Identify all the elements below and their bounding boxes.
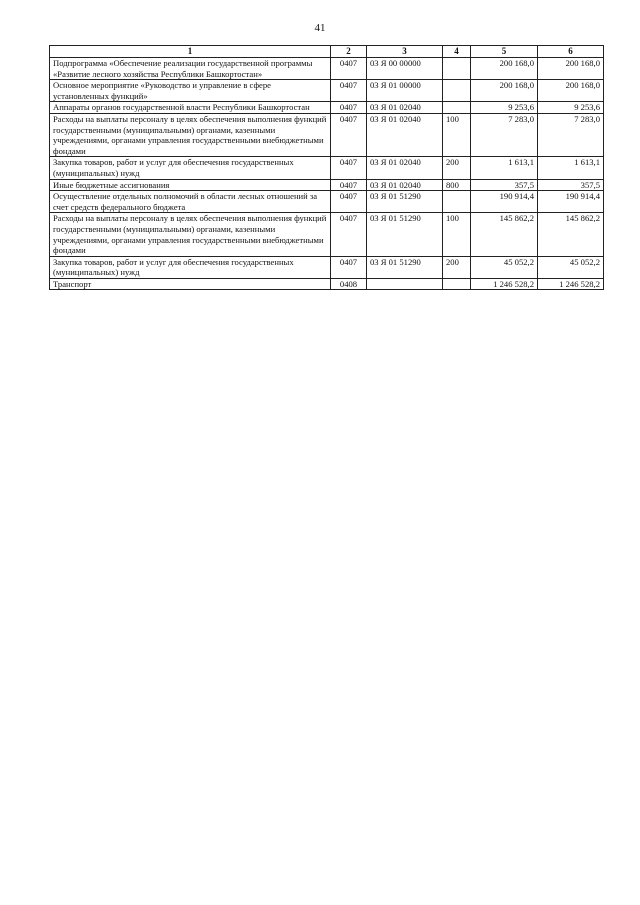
row-amount-2: 1 613,1: [538, 157, 604, 179]
row-amount-2: 200 168,0: [538, 80, 604, 102]
row-target-code: 03 Я 01 02040: [367, 102, 443, 114]
header-col-5: 5: [471, 46, 538, 58]
row-target-code: [367, 278, 443, 290]
row-section-code: 0408: [331, 278, 367, 290]
row-target-code: 03 Я 00 00000: [367, 58, 443, 80]
row-amount-2: 357,5: [538, 179, 604, 191]
table-row: [50, 179, 604, 191]
row-section-code: 0407: [331, 213, 367, 256]
row-section-code: 0407: [331, 179, 367, 191]
row-target-code: 03 Я 01 51290: [367, 213, 443, 256]
row-target-code: 03 Я 01 02040: [367, 113, 443, 156]
row-amount-2: 1 246 528,2: [538, 278, 604, 290]
row-target-code: 03 Я 01 51290: [367, 256, 443, 278]
row-expense-type: [443, 80, 471, 102]
row-expense-type: [443, 102, 471, 114]
row-section-code: 0407: [331, 157, 367, 179]
table-row: [50, 256, 604, 278]
row-amount-2: 45 052,2: [538, 256, 604, 278]
row-expense-type: [443, 58, 471, 80]
row-name: Транспорт: [50, 278, 331, 290]
table-row: [50, 278, 604, 290]
row-expense-type: 200: [443, 157, 471, 179]
table-row: [50, 191, 604, 213]
row-section-code: 0407: [331, 256, 367, 278]
header-col-6: 6: [538, 46, 604, 58]
row-amount-1: 357,5: [471, 179, 538, 191]
table-row: [50, 58, 604, 80]
row-name: Закупка товаров, работ и услуг для обеспечения государственных (муниципальных) нужд: [50, 256, 331, 278]
row-name: Закупка товаров, работ и услуг для обеспечения государственных (муниципальных) нужд: [50, 157, 331, 179]
row-amount-1: 1 613,1: [471, 157, 538, 179]
row-name: Иные бюджетные ассигнования: [50, 179, 331, 191]
table-row: [50, 157, 604, 179]
row-section-code: 0407: [331, 102, 367, 114]
row-target-code: 03 Я 01 02040: [367, 157, 443, 179]
row-name: Расходы на выплаты персоналу в целях обеспечения выполнения функций государственными (муниципальными) органами, казенными учреждениями, органами управления государственными внебюджетными фондами: [50, 113, 331, 156]
row-section-code: 0407: [331, 113, 367, 156]
row-expense-type: 800: [443, 179, 471, 191]
row-expense-type: [443, 191, 471, 213]
row-amount-2: 145 862,2: [538, 213, 604, 256]
table-row: [50, 113, 604, 156]
row-amount-2: 7 283,0: [538, 113, 604, 156]
header-col-1: 1: [50, 46, 331, 58]
budget-table: [49, 45, 604, 290]
header-col-3: 3: [367, 46, 443, 58]
row-target-code: 03 Я 01 02040: [367, 179, 443, 191]
row-amount-1: 9 253,6: [471, 102, 538, 114]
row-amount-2: 200 168,0: [538, 58, 604, 80]
header-col-2: 2: [331, 46, 367, 58]
table-body: [50, 58, 604, 290]
row-amount-1: 45 052,2: [471, 256, 538, 278]
table-row: [50, 80, 604, 102]
row-target-code: 03 Я 01 00000: [367, 80, 443, 102]
row-amount-1: 1 246 528,2: [471, 278, 538, 290]
row-expense-type: 200: [443, 256, 471, 278]
row-amount-1: 190 914,4: [471, 191, 538, 213]
row-expense-type: [443, 278, 471, 290]
row-amount-1: 145 862,2: [471, 213, 538, 256]
row-expense-type: 100: [443, 113, 471, 156]
row-amount-2: 9 253,6: [538, 102, 604, 114]
header-row: [50, 46, 604, 58]
row-name: Осуществление отдельных полномочий в области лесных отношений за счет средств федерального бюджета: [50, 191, 331, 213]
row-name: Аппараты органов государственной власти Республики Башкортостан: [50, 102, 331, 114]
row-section-code: 0407: [331, 80, 367, 102]
page-number: 41: [314, 22, 326, 34]
row-amount-1: 7 283,0: [471, 113, 538, 156]
row-section-code: 0407: [331, 58, 367, 80]
row-section-code: 0407: [331, 191, 367, 213]
row-amount-1: 200 168,0: [471, 58, 538, 80]
row-expense-type: 100: [443, 213, 471, 256]
row-target-code: 03 Я 01 51290: [367, 191, 443, 213]
row-name: Расходы на выплаты персоналу в целях обеспечения выполнения функций государственными (муниципальными) органами, казенными учреждениями, органами управления государственными внебюджетными фондами: [50, 213, 331, 256]
table-row: [50, 213, 604, 256]
row-name: Основное мероприятие «Руководство и управление в сфере установленных функций»: [50, 80, 331, 102]
table-header: [50, 46, 604, 58]
row-amount-2: 190 914,4: [538, 191, 604, 213]
row-amount-1: 200 168,0: [471, 80, 538, 102]
table-row: [50, 102, 604, 114]
row-name: Подпрограмма «Обеспечение реализации государственной программы «Развитие лесного хозяйства Республики Башкортостан»: [50, 58, 331, 80]
header-col-4: 4: [443, 46, 471, 58]
